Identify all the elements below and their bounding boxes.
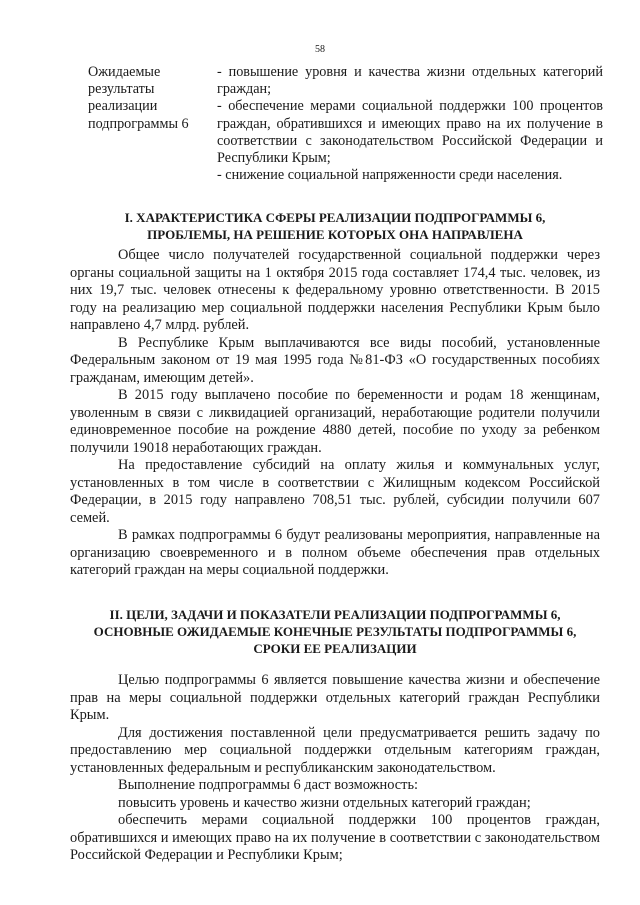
result-item: - обеспечение мерами социальной поддержки 100 процентов граждан, обратившихся и имеющих право на их получение в соответствии с законодательством Российской Федерации и Республики Крым;	[217, 98, 603, 167]
section-2-body	[70, 672, 600, 865]
heading-line: I. ХАРАКТЕРИСТИКА СФЕРЫ РЕАЛИЗАЦИИ ПОДПРОГРАММЫ 6,	[124, 210, 546, 225]
paragraph: Целью подпрограммы 6 является повышение качества жизни и обеспечение прав на меры социальной поддержки отдельных категорий граждан Республики Крым.	[70, 672, 600, 723]
section-2-heading	[70, 606, 600, 657]
section-1-body	[70, 247, 600, 580]
label-line: подпрограммы 6	[88, 115, 189, 132]
paragraph: В рамках подпрограммы 6 будут реализованы мероприятия, направленные на организацию своевременного и в полном объеме обеспечения прав отдельных категорий граждан на меры социальной поддержки.	[70, 527, 600, 578]
heading-line: ПРОБЛЕМЫ, НА РЕШЕНИЕ КОТОРЫХ ОНА НАПРАВЛЕНА	[147, 227, 523, 242]
heading-line: СРОКИ ЕЕ РЕАЛИЗАЦИИ	[253, 641, 417, 656]
section-1-heading	[70, 209, 600, 243]
result-item: - снижение социальной напряженности среди населения.	[217, 167, 563, 184]
paragraph: Выполнение подпрограммы 6 даст возможность:	[118, 777, 419, 793]
expected-results-list	[217, 64, 603, 184]
label-line: реализации	[88, 98, 158, 115]
expected-results-label	[88, 64, 206, 133]
label-line: результаты	[88, 81, 155, 98]
heading-line: ОСНОВНЫЕ ОЖИДАЕМЫЕ КОНЕЧНЫЕ РЕЗУЛЬТАТЫ ПОДПРОГРАММЫ 6,	[93, 624, 577, 639]
paragraph: Для достижения поставленной цели предусматривается решить задачу по предоставлению мер социальной поддержки отдельным категориям граждан, установленных федеральным и республиканским законодательством.	[70, 724, 600, 776]
heading-line: II. ЦЕЛИ, ЗАДАЧИ И ПОКАЗАТЕЛИ РЕАЛИЗАЦИИ ПОДПРОГРАММЫ 6,	[109, 607, 561, 622]
paragraph: В Республике Крым выплачиваются все виды пособий, установленные Федеральным законом от 19 мая 1995 года №81-ФЗ «О государственных пособиях гражданам, имеющим детей».	[70, 334, 600, 386]
label-line: Ожидаемые	[88, 64, 161, 80]
paragraph: повысить уровень и качество жизни отдельных категорий граждан;	[118, 794, 531, 811]
paragraph: Общее число получателей государственной социальной поддержки через органы социальной защиты на 1 октября 2015 года составляет 174,4 тыс. человек, из них 19,7 тыс. человек отнесены к федеральному уровню ответственности. В 2015 году на реализацию мер социальной поддержки населения Республики Крым было направлено 4,7 млрд. рублей.	[70, 247, 600, 333]
paragraph: В 2015 году выплачено пособие по беременности и родам 18 женщинам, уволенным в связи с ликвидацией организаций, неработающие родители получили единовременное пособие на рождение 4880 детей, пособие по уходу за ребенком получили 19018 неработающих граждан.	[70, 387, 600, 456]
page-number: 58	[315, 44, 325, 55]
result-item: - повышение уровня и качества жизни отдельных категорий граждан;	[217, 64, 603, 98]
paragraph: На предоставление субсидий на оплату жилья и коммунальных услуг, установленных в том числе в соответствии с Жилищным кодексом Российской Федерации, в 2015 году направлено 708,51 тыс. рублей, субсидии получили 607 семей.	[70, 457, 600, 526]
paragraph: обеспечить мерами социальной поддержки 100 процентов граждан, обратившихся и имеющих право на их получение в соответствии с законодательством Российской Федерации и Республики Крым;	[70, 812, 600, 863]
